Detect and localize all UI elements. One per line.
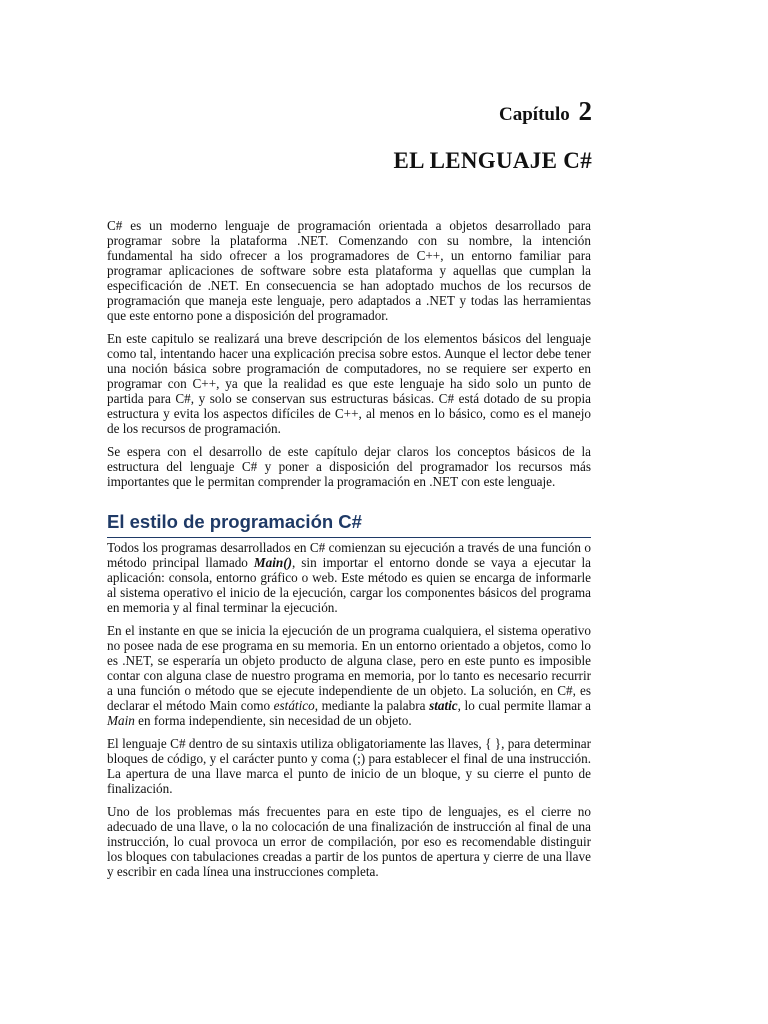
text-run: , sin importar el entorno donde se vaya a ejecutar la aplicación: consola, entorno gráfico o web. Este método es quien se encarga de informarle al sistema operativo el inicio de la ejecución, cargar los componentes básicos del programa en memoria y al final terminar la ejecución.: [107, 555, 591, 615]
main-method-term: Main(): [253, 555, 292, 570]
text-run: en forma independiente, sin necesidad de un objeto.: [134, 713, 412, 728]
section-body: [107, 540, 591, 887]
section-paragraph: Uno de los problemas más frecuentes para en este tipo de lenguajes, es el cierre no adecuado de una llave, o la no colocación de una finalización de instrucción al final de una instrucción, lo cual provoca un error de compilación, por eso es recomendable distinguir los bloques con tabulaciones creadas a partir de los puntos de apertura y cierre de una llave y escribir en cada línea una instrucciones completa.: [107, 804, 591, 879]
intro-paragraph: Se espera con el desarrollo de este capítulo dejar claros los conceptos básicos de la estructura del lenguaje C# y poner a disposición del programador los recursos más importantes que le permitan comprender la programación en .NET con este lenguaje.: [107, 444, 591, 489]
text-run: , mediante la palabra: [314, 698, 430, 713]
chapter-label: [499, 96, 592, 127]
section-paragraph: El lenguaje C# dentro de su sintaxis utiliza obligatoriamente las llaves, { }, para determinar bloques de código, y el carácter punto y coma (;) para establecer el final de una instrucción. La apertura de una llave marca el punto de inicio de un bloque, y su cierre el punto de finalización.: [107, 736, 591, 796]
intro-paragraph: C# es un moderno lenguaje de programación orientada a objetos desarrollado para programar sobre la plataforma .NET. Comenzando con su nombre, la intención fundamental ha sido ofrecer a los programadores de C++, un entorno familiar para programar aplicaciones de software sobre esta plataforma y aquellas que cumplan la especificación de .NET. En consecuencia se han adoptado muchos de los recursos de programación que maneja este lenguaje, pero adaptados a .NET y todas las herramientas que este entorno pone a disposición del programador.: [107, 218, 591, 323]
main-term: Main: [107, 713, 135, 728]
static-keyword: static: [429, 698, 458, 713]
section-paragraph: [107, 623, 591, 728]
intro-section: [107, 218, 591, 497]
static-term-es: estático: [273, 698, 315, 713]
intro-paragraph: En este capitulo se realizará una breve descripción de los elementos básicos del lenguaje como tal, intentando hacer una explicación precisa sobre estos. Aunque el lector debe tener una noción básica sobre programación de computadores, no se requiere ser experto en programar con C++, ya que la realidad es que este lenguaje ha sido solo un punto de partida para C#, y solo se conservan sus estructuras básicas. C# está dotado de su propia estructura y evita los aspectos difíciles de C++, al menos en lo básico, como es el manejo de los recursos de programación.: [107, 331, 591, 436]
chapter-title: EL LENGUAJE C#: [393, 148, 592, 173]
text-run: En el instante en que se inicia la ejecución de un programa cualquiera, el sistema operativo no posee nada de ese programa en su memoria. En un entorno orientado a objetos, como lo es .NET, se esperaría un objeto producto de alguna clase, pero en este punto es imposible contar con alguna clase de nuestro programa en memoria, por lo tanto es necesario recurrir a una función o método que se ejecute independiente de un objeto. La solución, en C#, es declarar el método Main como: [107, 623, 591, 713]
section-heading: El estilo de programación C#: [107, 511, 591, 538]
chapter-number: 2: [578, 96, 592, 126]
text-run: , lo cual permite llamar a: [457, 698, 591, 713]
text-run: Todos los programas desarrollados en C# comienzan su ejecución a través de una función o método principal llamado: [107, 540, 591, 570]
chapter-word: Capítulo: [499, 104, 570, 125]
section-paragraph: [107, 540, 591, 615]
